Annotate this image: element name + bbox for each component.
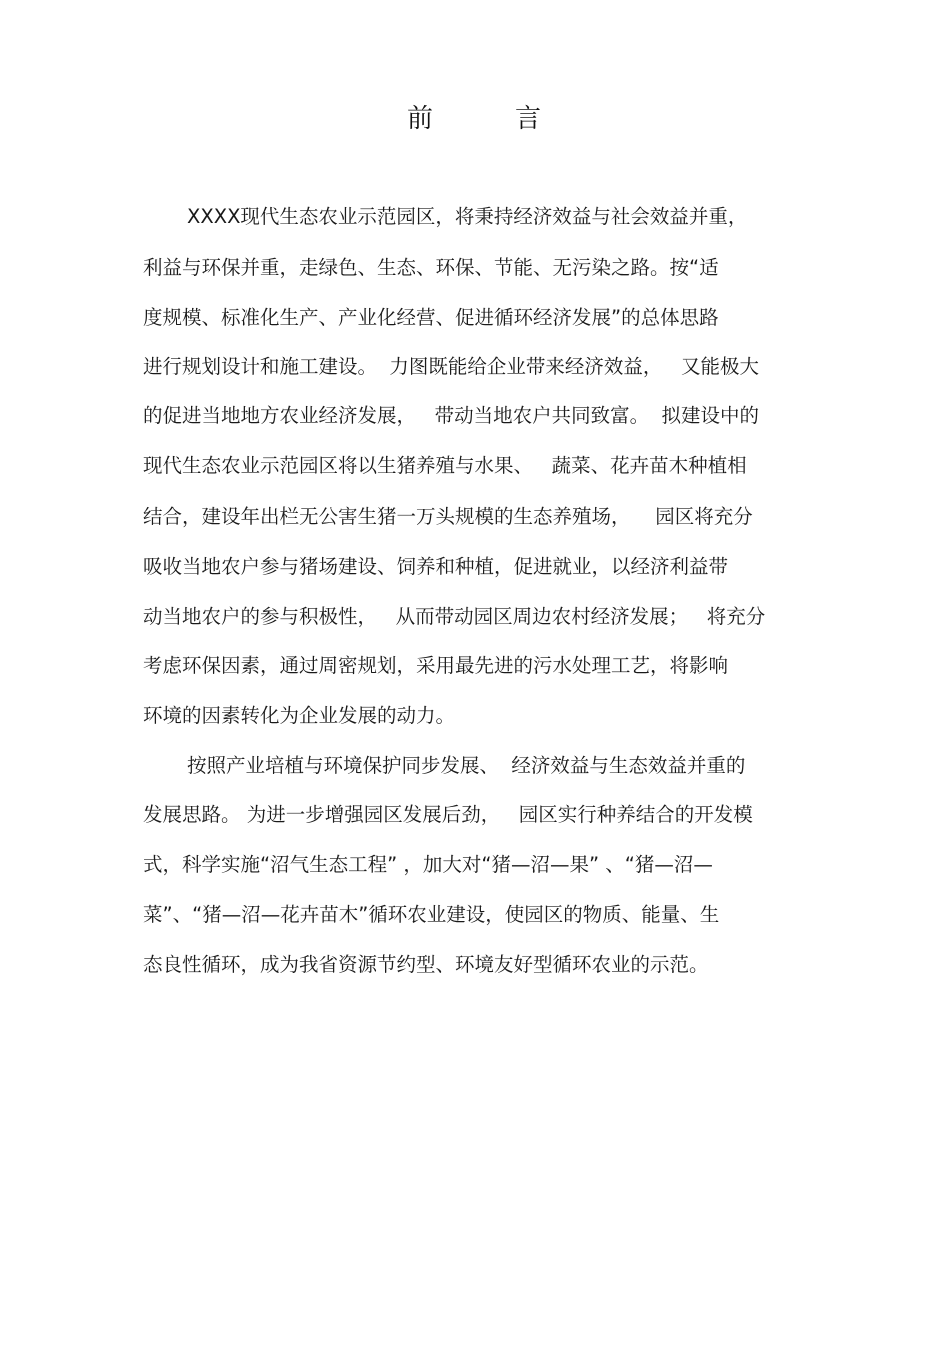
paragraph-1-line-3: 度规模、标准化生产、产业化经营、促进循环经济发展”的总体思路 [143, 306, 719, 329]
paragraph-1-line-6: 现代生态农业示范园区将以生猪养殖与水果、 蔬菜、花卉苗木种植相 [143, 454, 747, 477]
paragraph-1-line-8: 吸收当地农户参与猪场建设、饲养和种植，促进就业，以经济利益带 [143, 555, 729, 578]
paragraph-1-line-2: 利益与环保并重，走绿色、生态、环保、节能、无污染之路。按“适 [143, 256, 719, 279]
paragraph-2-line-1: 按照产业培植与环境保护同步发展、 经济效益与生态效益并重的 [187, 754, 746, 777]
paragraph-2-line-5: 态良性循环，成为我省资源节约型、环境友好型循环农业的示范。 [143, 953, 709, 976]
paragraph-2-line-4: 菜”、“猪—沼—花卉苗木”循环农业建设，使园区的物质、能量、生 [143, 903, 720, 926]
paragraph-1-line-10: 考虑环保因素，通过周密规划，采用最先进的污水处理工艺，将影响 [143, 654, 729, 677]
paragraph-1-line-7: 结合，建设年出栏无公害生猪一万头规模的生态养殖场， 园区将充分 [143, 505, 753, 528]
paragraph-2-line-3: 式，科学实施“沼气生态工程” ，加大对“猪—沼—果” 、“猪—沼— [143, 853, 713, 876]
paragraph-1-line-4: 进行规划设计和施工建设。 力图既能给企业带来经济效益， 又能极大 [143, 355, 759, 378]
paragraph-2-line-2: 发展思路。 为进一步增强园区发展后劲， 园区实行种养结合的开发模 [143, 803, 753, 826]
paragraph-1-line-5: 的促进当地地方农业经济发展， 带动当地农户共同致富。 拟建设中的 [143, 404, 759, 427]
title-char-2: 言 [515, 104, 544, 134]
page-title [0, 98, 950, 135]
paragraph-1-line-11: 环境的因素转化为企业发展的动力。 [143, 704, 456, 727]
paragraph-1-line-1: XXXX现代生态农业示范园区，将秉持经济效益与社会效益并重， [187, 205, 748, 228]
title-char-1: 前 [406, 104, 435, 134]
paragraph-1-line-9: 动当地农户的参与积极性， 从而带动园区周边农村经济发展； 将充分 [143, 605, 766, 628]
